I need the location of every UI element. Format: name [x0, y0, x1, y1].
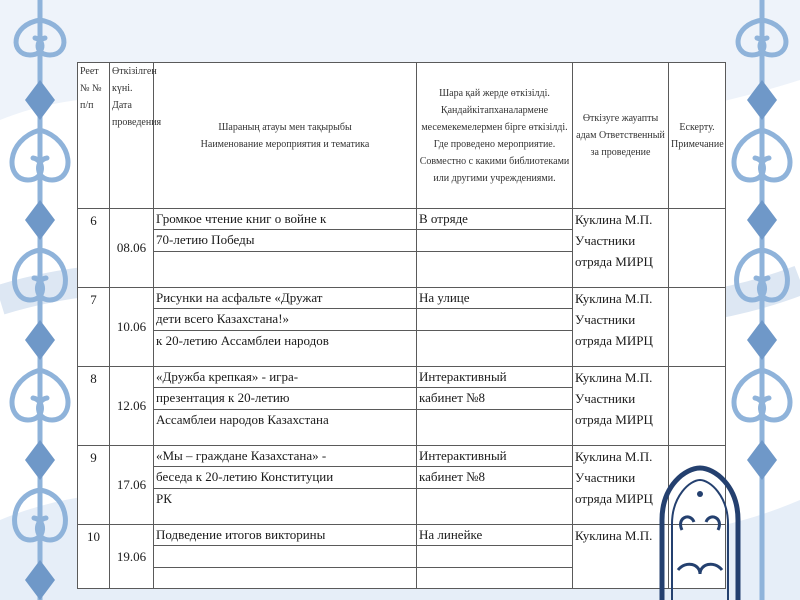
header-date: Өткізілген күні. Дата проведения [110, 63, 154, 209]
row-event-name-line [154, 251, 417, 287]
row-date: 10.06 [110, 287, 154, 366]
row-number: 8 [78, 366, 110, 445]
row-place-line [417, 488, 573, 524]
row-place-line: Интерактивный [417, 366, 573, 387]
table-row [78, 445, 726, 466]
header-note: Ескерту. Примечание [669, 63, 726, 209]
row-event-name-line: Рисунки на асфальте «Дружат [154, 287, 417, 308]
header-place [417, 63, 573, 209]
row-event-name-line: презентация к 20-летию [154, 388, 417, 409]
row-place-line [417, 309, 573, 330]
table-row [78, 209, 726, 230]
row-date: 19.06 [110, 524, 154, 588]
table-body [78, 209, 726, 589]
row-responsible: Куклина М.П. Участники отряда МИРЦ [573, 209, 669, 288]
row-event-name-line: дети всего Казахстана!» [154, 309, 417, 330]
row-number: 9 [78, 445, 110, 524]
row-event-name-line: «Дружба крепкая» - игра- [154, 366, 417, 387]
header-place-text: Шара қай жерде өткізілді. Қандайкітапханалармене месемекемелермен бірге өткізілді. Где проведено мероприятие. Совместно с какими библиотеками или другими учреждениями. [419, 87, 570, 184]
header-event-name-text: Шараның атауы мен тақырыбы Наименование мероприятия и тематика [200, 121, 370, 150]
row-date: 08.06 [110, 209, 154, 288]
header-event-name [154, 63, 417, 209]
table-header-row [78, 63, 726, 209]
events-table-container [77, 62, 725, 589]
table-row [78, 524, 726, 545]
row-place-line: На линейке [417, 524, 573, 545]
row-responsible: Куклина М.П. Участники отряда МИРЦ [573, 445, 669, 524]
row-event-name-line: Подведение итогов викторины [154, 524, 417, 545]
header-responsible: Өткізуге жауапты адам Ответственный за проведение [573, 63, 669, 209]
row-event-name-line: беседа к 20-летию Конституции [154, 467, 417, 488]
left-ornament-border [0, 0, 78, 600]
row-event-name-line [154, 567, 417, 588]
row-number: 7 [78, 287, 110, 366]
row-note [669, 287, 726, 366]
row-number: 10 [78, 524, 110, 588]
row-place-line [417, 230, 573, 251]
header-number: Реет № № п/п [78, 63, 110, 209]
table-row [78, 287, 726, 308]
row-responsible: Куклина М.П. Участники отряда МИРЦ [573, 366, 669, 445]
row-responsible: Куклина М.П. Участники отряда МИРЦ [573, 287, 669, 366]
row-place-line: Интерактивный [417, 445, 573, 466]
events-table [77, 62, 726, 589]
row-date: 12.06 [110, 366, 154, 445]
row-event-name-line: Ассамблеи народов Казахстана [154, 409, 417, 445]
row-note [669, 366, 726, 445]
row-note [669, 209, 726, 288]
row-event-name-line: 70-летию Победы [154, 230, 417, 251]
row-event-name-line: «Мы – граждане Казахстана» - [154, 445, 417, 466]
row-place-line [417, 251, 573, 287]
row-event-name-line: РК [154, 488, 417, 524]
row-place-line [417, 546, 573, 567]
table-row [78, 366, 726, 387]
arch-emblem-icon [656, 460, 744, 600]
row-event-name-line: Громкое чтение книг о войне к [154, 209, 417, 230]
row-event-name-line [154, 546, 417, 567]
row-place-line [417, 567, 573, 588]
row-place-line [417, 330, 573, 366]
row-event-name-line: к 20-летию Ассамблеи народов [154, 330, 417, 366]
row-place-line [417, 409, 573, 445]
row-place-line: На улице [417, 287, 573, 308]
row-place-line: кабинет №8 [417, 388, 573, 409]
row-number: 6 [78, 209, 110, 288]
row-date: 17.06 [110, 445, 154, 524]
row-place-line: В отряде [417, 209, 573, 230]
row-responsible: Куклина М.П. [573, 524, 669, 588]
row-place-line: кабинет №8 [417, 467, 573, 488]
